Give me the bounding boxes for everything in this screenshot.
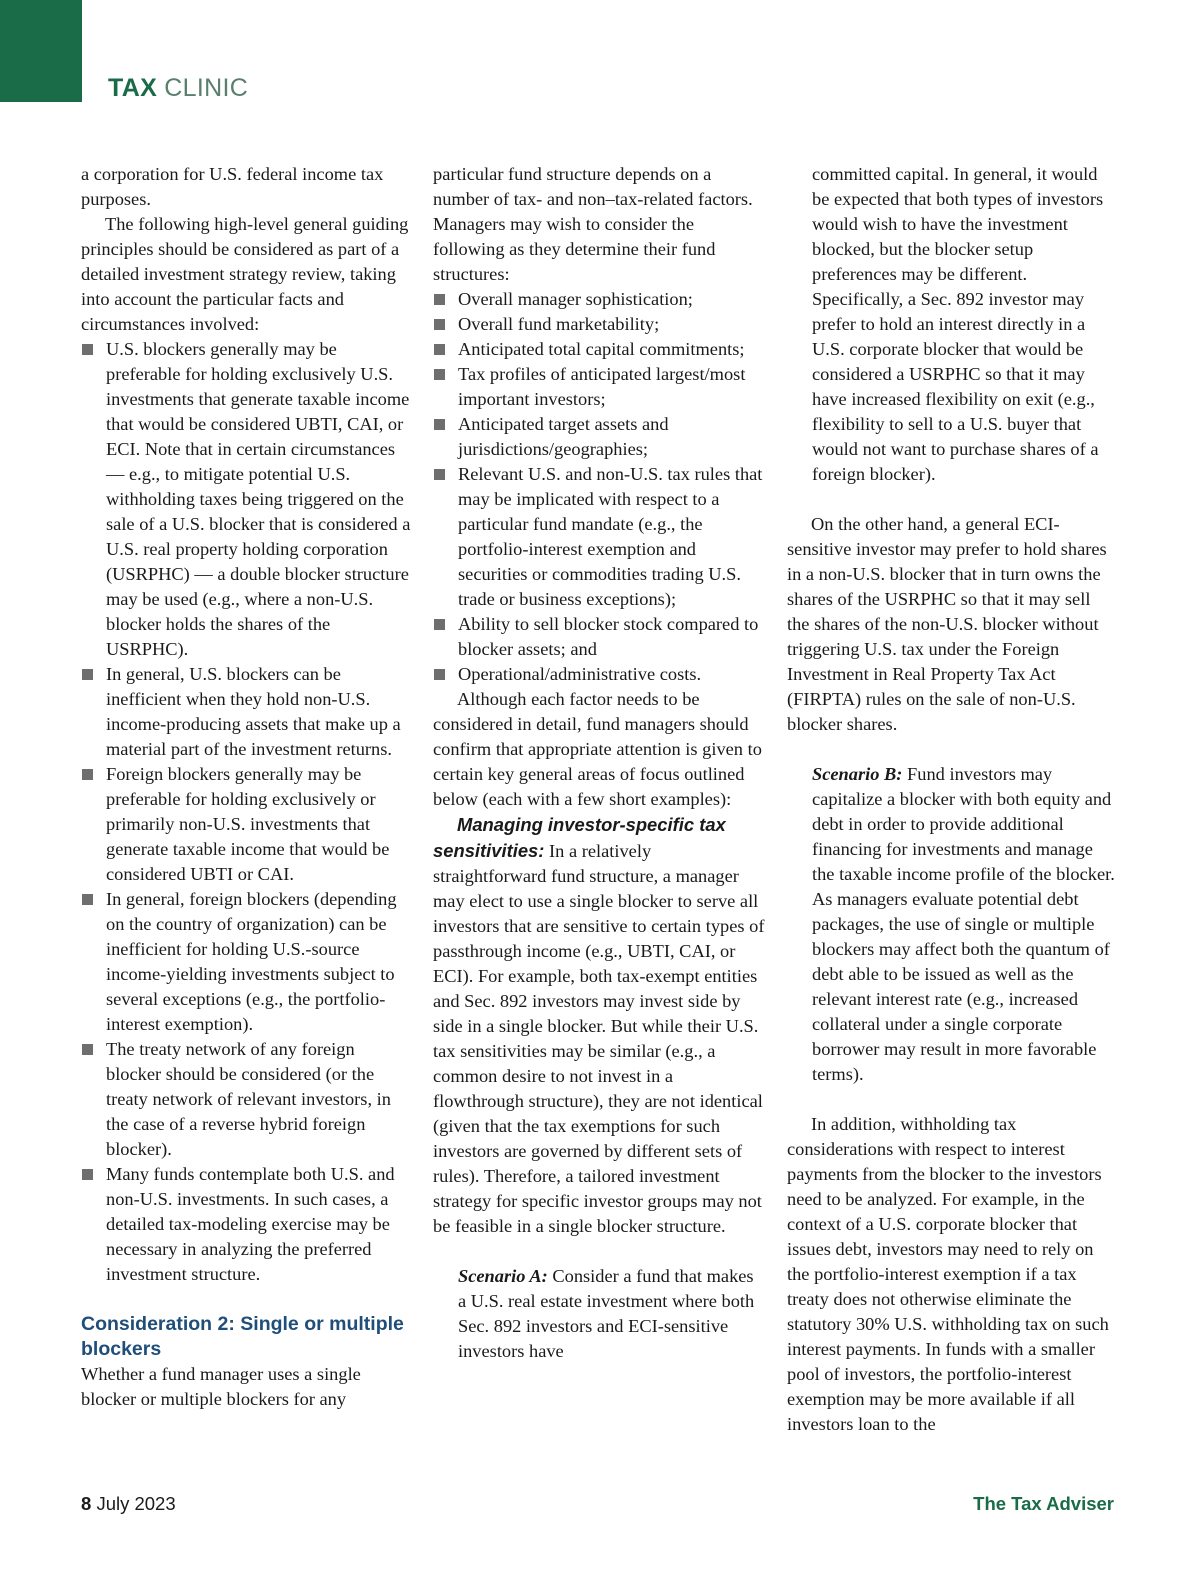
paragraph: Although each factor needs to be considered in detail, fund managers should confirm that appropriate attention is given to certain key general areas of focus outlined below (each with a few short examples): — [433, 689, 762, 809]
list-item-text: In general, foreign blockers (depending on the country of organization) can be inefficient for holding U.S.-source income-yielding investments subject to several exceptions (e.g., the portfolio-interest exemption). — [106, 889, 397, 1034]
square-bullet-icon — [434, 344, 445, 355]
square-bullet-icon — [82, 1044, 93, 1055]
page-number: 8 — [81, 1493, 92, 1514]
square-bullet-icon — [434, 369, 445, 380]
list-item — [81, 662, 411, 762]
scenario-b — [787, 762, 1117, 1087]
square-bullet-icon — [82, 894, 93, 905]
list-item — [433, 662, 765, 687]
square-bullet-icon — [434, 419, 445, 430]
square-bullet-icon — [434, 669, 445, 680]
list-item-text: Foreign blockers generally may be preferable for holding exclusively or primarily non-U.S. investments that generate taxable income that would be considered UBTI or CAI. — [106, 764, 390, 884]
scenario-text: Fund investors may capitalize a blocker with both equity and debt in order to provide additional financing for investments and manage the taxable income profile of the blocker. As managers evaluate potential debt packages, the use of single or multiple blockers may affect both the quantum of debt able to be issued as well as the relevant interest rate (e.g., increased collateral under a single corporate borrower may result in more favorable terms). — [812, 764, 1115, 1084]
list-item-text: In general, U.S. blockers can be inefficient when they hold non-U.S. income-producing assets that make up a material part of the investment returns. — [106, 664, 401, 759]
paragraph: a corporation for U.S. federal income tax purposes. — [81, 164, 384, 209]
list-item-text: Ability to sell blocker stock compared to blocker assets; and — [458, 614, 759, 659]
list-item — [433, 337, 765, 362]
list-item-text: The treaty network of any foreign blocker should be considered (or the treaty network of relevant investors, in the case of a reverse hybrid foreign blocker). — [106, 1039, 391, 1159]
footer-page-info — [81, 1493, 176, 1515]
scenario-label: Scenario A: — [458, 1266, 548, 1286]
scenario-label: Scenario B: — [812, 764, 903, 784]
list-item — [433, 287, 765, 312]
square-bullet-icon — [434, 294, 445, 305]
list-item — [433, 412, 765, 462]
list-item — [433, 362, 765, 412]
list-item-text: Anticipated target assets and jurisdictions/geographies; — [458, 414, 669, 459]
paragraph: The following high-level general guiding principles should be considered as part of a detailed investment strategy review, taking into account the particular facts and circumstances involved: — [81, 214, 409, 334]
list-item-text: U.S. blockers generally may be preferable for holding exclusively U.S. investments that generate taxable income that would be considered UBTI, CAI, or ECI. Note that in certain circumstances — e.g., to mitigate potential U.S. withholding taxes being triggered on the sale of a U.S. blocker that is considered a U.S. real property holding corporation (USRPHC) — a double blocker structure may be used (e.g., where a non-U.S. blocker holds the shares of the USRPHC). — [106, 339, 411, 659]
list-item — [81, 762, 411, 887]
list-item — [81, 1162, 411, 1287]
square-bullet-icon — [434, 619, 445, 630]
column-1 — [81, 162, 411, 1412]
paragraph-text: In a relatively straightforward fund structure, a manager may elect to use a single blocker to serve all investors that are sensitive to certain types of passthrough income (e.g., UBTI, CAI, or ECI). For example, both tax-exempt entities and Sec. 892 investors may invest side by side in a single blocker. But while their U.S. tax sensitivities may be similar (e.g., a common desire to not invest in a flowthrough structure), they are not identical (given that the tax exemptions for such investors are governed by different sets of rules). Therefore, a tailored investment strategy for specific investor groups may not be feasible in a single blocker structure. — [433, 841, 765, 1236]
section-color-tab — [0, 0, 82, 102]
square-bullet-icon — [434, 469, 445, 480]
paragraph: particular fund structure depends on a number of tax- and non–tax-related factors. Managers may wish to consider the following as they determine their fund structures: — [433, 164, 753, 284]
list-item — [433, 462, 765, 612]
list-item — [433, 612, 765, 662]
paragraph: Whether a fund manager uses a single blocker or multiple blockers for any — [81, 1364, 361, 1409]
list-item-text: Operational/administrative costs. — [458, 664, 702, 684]
section-label — [108, 74, 248, 103]
run-in-heading: Managing investor-specific tax sensitivities: — [433, 814, 726, 861]
list-item — [81, 887, 411, 1037]
paragraph: On the other hand, a general ECI-sensitive investor may prefer to hold shares in a non-U.S. blocker that in turn owns the shares of the USRPHC so that it may sell the shares of the non-U.S. blocker without triggering U.S. tax under the Foreign Investment in Real Property Tax Act (FIRPTA) rules on the sale of non-U.S. blocker shares. — [787, 514, 1107, 734]
bullet-list — [81, 337, 411, 1287]
scenario-a — [433, 1264, 765, 1364]
paragraph — [433, 812, 765, 1239]
list-item — [81, 1037, 411, 1162]
scenario-text: Consider a fund that makes a U.S. real estate investment where both Sec. 892 investors and ECI-sensitive investors have — [458, 1266, 755, 1361]
list-item — [81, 337, 411, 662]
column-3 — [787, 162, 1117, 1437]
square-bullet-icon — [82, 344, 93, 355]
list-item-text: Many funds contemplate both U.S. and non-U.S. investments. In such cases, a detailed tax-modeling exercise may be necessary in analyzing the preferred investment structure. — [106, 1164, 395, 1284]
square-bullet-icon — [434, 319, 445, 330]
section-heading: Consideration 2: Single or multiple blockers — [81, 1313, 404, 1360]
list-item-text: Overall manager sophistication; — [458, 289, 693, 309]
bullet-list — [433, 287, 765, 687]
issue-date: July 2023 — [96, 1493, 176, 1514]
square-bullet-icon — [82, 1169, 93, 1180]
section-label-light: CLINIC — [164, 74, 249, 102]
square-bullet-icon — [82, 669, 93, 680]
section-label-bold: TAX — [108, 74, 158, 102]
list-item — [433, 312, 765, 337]
paragraph: In addition, withholding tax considerations with respect to interest payments from the blocker to the investors need to be analyzed. For example, in the context of a U.S. corporate blocker that issues debt, investors may need to rely on the portfolio-interest exemption if a tax treaty does not otherwise eliminate the statutory 30% U.S. withholding tax on such interest payments. In funds with a smaller pool of investors, the portfolio-interest exemption may be more available if all investors loan to the — [787, 1114, 1109, 1434]
column-2 — [433, 162, 765, 1364]
list-item-text: Relevant U.S. and non-U.S. tax rules that may be implicated with respect to a particular fund mandate (e.g., the portfolio-interest exemption and securities or commodities trading U.S. trade or business exceptions); — [458, 464, 763, 609]
list-item-text: Anticipated total capital commitments; — [458, 339, 745, 359]
scenario-a-continued: committed capital. In general, it would be expected that both types of investors would wish to have the investment blocked, but the blocker setup preferences may be different. Specifically, a Sec. 892 investor may prefer to hold an interest directly in a U.S. corporate blocker that would be considered a USRPHC so that it may have increased flexibility on exit (e.g., flexibility to sell to a U.S. buyer that would not want to purchase shares of a foreign blocker). — [812, 164, 1104, 484]
square-bullet-icon — [82, 769, 93, 780]
publication-name: The Tax Adviser — [973, 1493, 1114, 1514]
list-item-text: Overall fund marketability; — [458, 314, 660, 334]
list-item-text: Tax profiles of anticipated largest/most important investors; — [458, 364, 746, 409]
